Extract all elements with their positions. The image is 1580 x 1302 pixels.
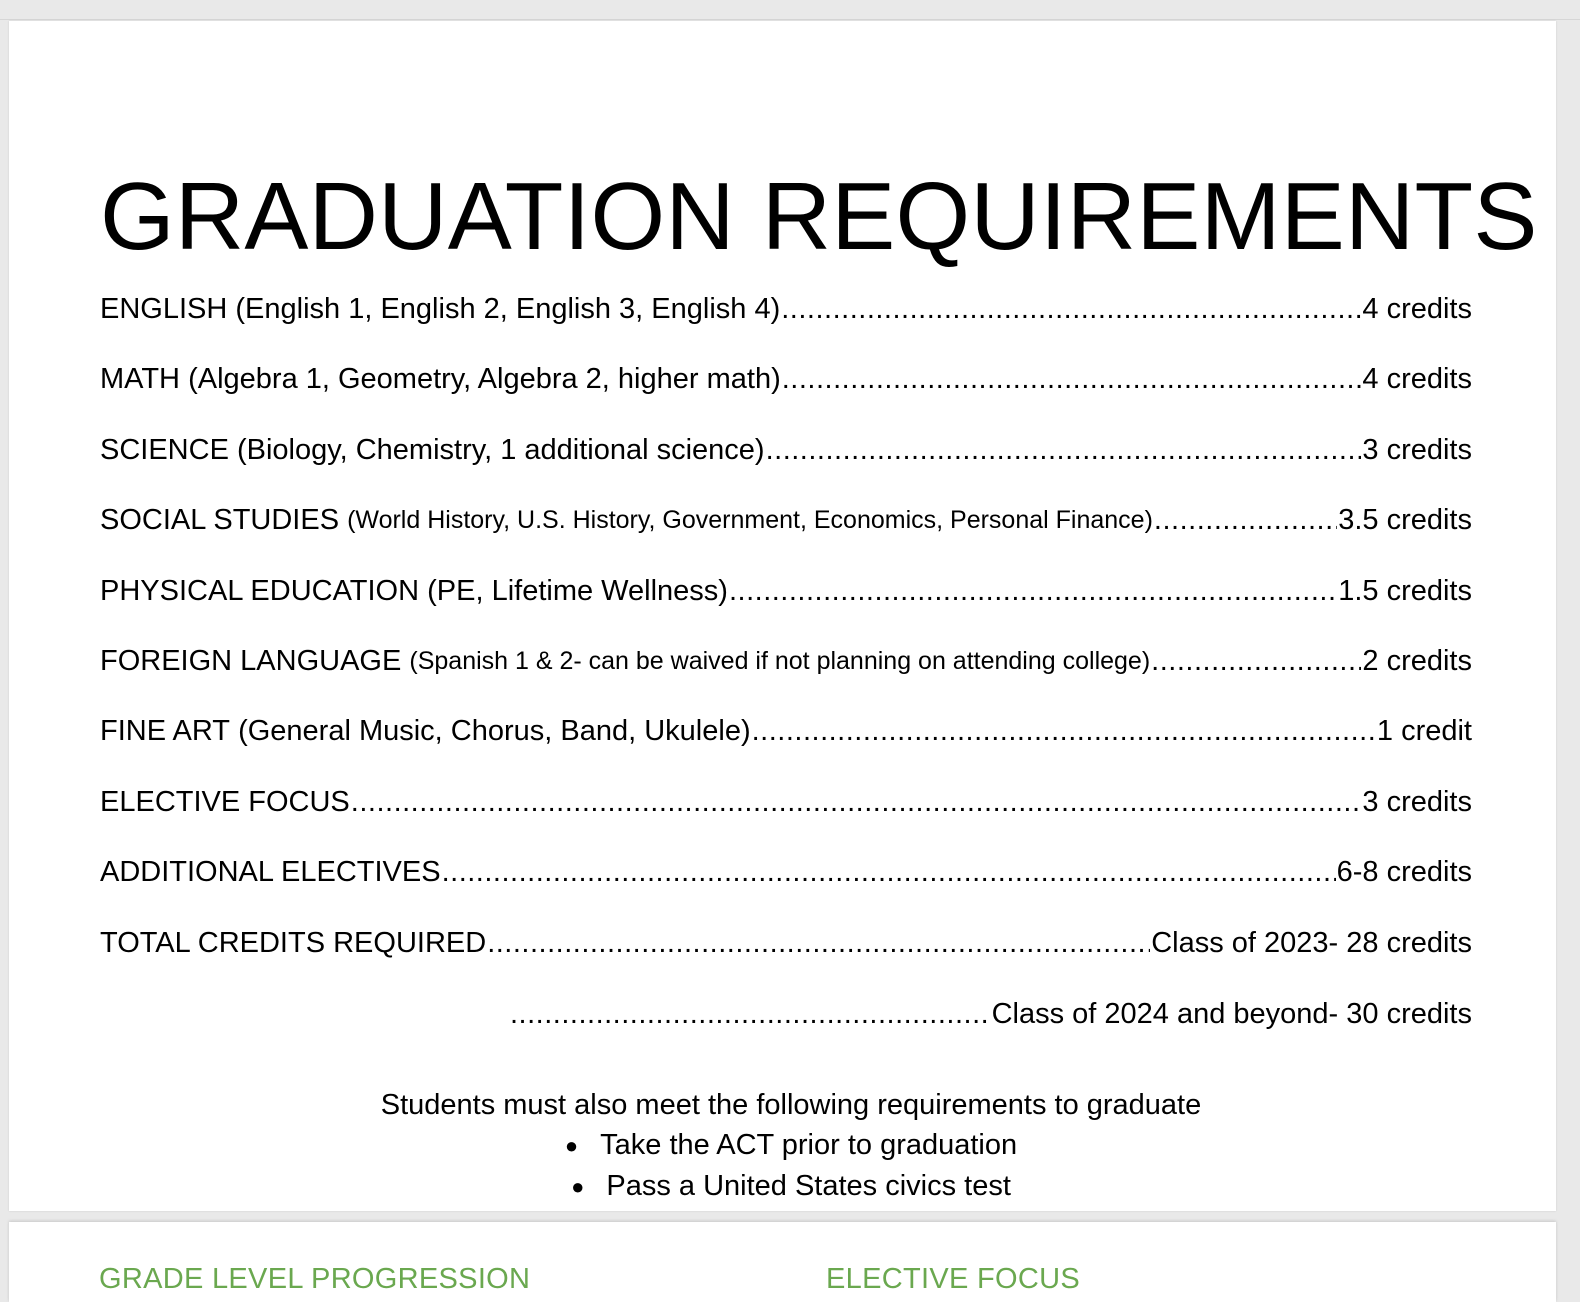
requirement-row [100,854,1472,890]
dot-leader [752,713,1376,749]
dot-leader [442,854,1336,890]
dot-leader [782,361,1362,397]
dot-leader [510,996,991,1032]
additional-requirements-list [9,1125,1573,1207]
additional-requirements-intro: Students must also meet the following requirements to graduate [380,1089,1202,1121]
requirement-credits: 3 credits [1362,786,1472,818]
requirement-credits: Class of 2023- 28 credits [1151,927,1472,959]
requirement-courses: (General Music, Chorus, Band, Ukulele) [238,715,751,747]
requirement-courses: (English 1, English 2, English 3, English 4) [235,293,781,325]
requirement-row [100,432,1472,468]
requirement-credits: 3 credits [1362,434,1472,466]
dot-leader [487,925,1150,961]
dot-leader [1154,502,1337,538]
bullet-icon: ● [571,1174,585,1199]
requirement-name: ADDITIONAL ELECTIVES [100,856,441,888]
ruler-line [0,19,1580,20]
requirement-row [100,502,1472,538]
requirement-name: SOCIAL STUDIES [100,504,340,536]
requirement-name: MATH [100,363,181,395]
requirement-row [100,925,1472,961]
requirement-courses: (World History, U.S. History, Government, Economics, Personal Finance) [347,506,1153,534]
requirement-row [100,643,1472,679]
requirement-row [100,784,1472,820]
requirement-credits: 4 credits [1362,363,1472,395]
requirement-name: PHYSICAL EDUCATION [100,575,420,607]
requirement-name: FOREIGN LANGUAGE [100,645,402,677]
list-item [9,1166,1573,1207]
bullet-icon: ● [564,1133,579,1158]
requirement-credits: 2 credits [1362,645,1472,677]
dot-leader [1151,643,1361,679]
requirement-name: TOTAL CREDITS REQUIRED [100,927,487,959]
total-credits-continuation-row [509,996,1472,1032]
dot-leader [766,432,1362,468]
requirement-name: FINE ART [100,715,230,747]
requirement-courses: (Algebra 1, Geometry, Algebra 2, higher math) [188,363,781,395]
requirement-name: SCIENCE [100,434,229,466]
requirement-row [100,573,1472,609]
page-title: GRADUATION REQUIREMENTS [100,163,1538,270]
requirement-credits: 1 credit [1376,715,1472,747]
requirement-row [100,361,1472,397]
requirement-credits: 1.5 credits [1338,575,1472,607]
requirement-courses: (Spanish 1 & 2- can be waived if not planning on attending college) [409,647,1151,675]
requirement-credits: Class of 2024 and beyond- 30 credits [991,998,1472,1030]
list-item [9,1125,1573,1166]
elective-focus-heading: ELECTIVE FOCUS [826,1263,1080,1295]
requirement-credits: 3.5 credits [1338,504,1472,536]
requirement-credits: 4 credits [1362,293,1472,325]
requirement-row [100,291,1472,327]
dot-leader [729,573,1337,609]
dot-leader [781,291,1361,327]
requirement-courses: (PE, Lifetime Wellness) [427,575,728,607]
grade-level-progression-heading: GRADE LEVEL PROGRESSION [99,1263,531,1295]
dot-leader [351,784,1362,820]
list-item-text: Pass a United States civics test [606,1170,1011,1202]
requirement-name: ENGLISH [100,293,228,325]
requirement-courses: (Biology, Chemistry, 1 additional science) [236,434,765,466]
document-page [9,21,1556,1211]
list-item-text: Take the ACT prior to graduation [600,1129,1018,1161]
requirement-name: ELECTIVE FOCUS [100,786,350,818]
requirement-row [100,713,1472,749]
requirement-credits: 6-8 credits [1336,856,1472,888]
